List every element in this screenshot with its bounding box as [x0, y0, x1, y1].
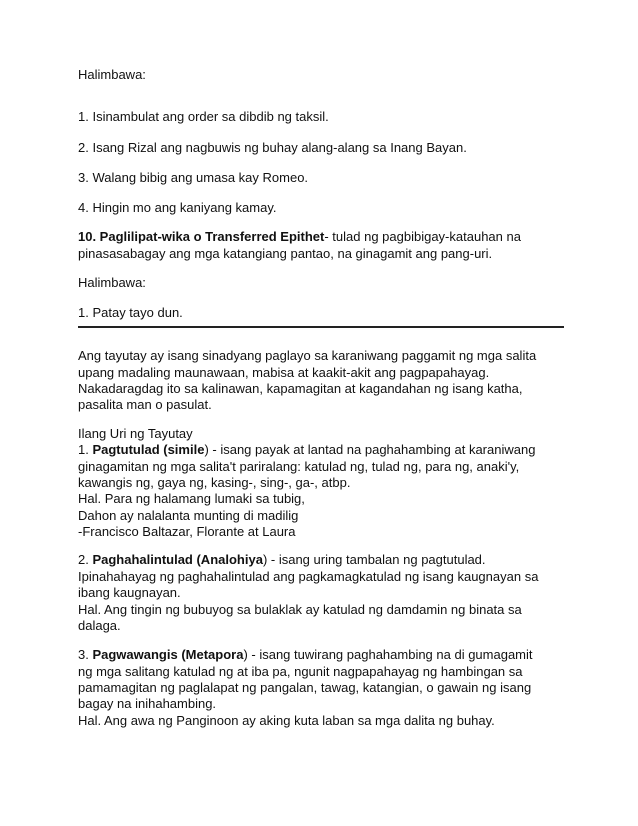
item3-line: bagay na inihahambing.: [78, 696, 217, 711]
section-divider: [78, 326, 564, 328]
item2-line: Ipinahahayag ng paghahalintulad ang pagkamagkatulad ng isang kaugnayan sa: [78, 569, 539, 584]
item10-desc-line1: - tulad ng pagbibigay-katauhan na: [324, 229, 521, 244]
item2-line: Hal. Ang tingin ng bubuyog sa bulaklak ay katulad ng damdamin ng binata sa: [78, 602, 522, 617]
item3-line: pamamagitan ng paglalapat ng pangalan, tawag, katangian, o gawain ng isang: [78, 680, 532, 695]
item10-line1: [78, 229, 521, 245]
item1-heading: [78, 442, 535, 458]
item3-rest: ) - isang tuwirang paghahambing na di gumagamit: [243, 647, 533, 662]
item3-line: Hal. Ang awa ng Panginoon ay aking kuta laban sa mga dalita ng buhay.: [78, 713, 495, 728]
item2-term: Paghahalintulad (Analohiya: [92, 552, 263, 567]
example-4: 4. Hingin mo ang kaniyang kamay.: [78, 200, 277, 215]
item1-line: -Francisco Baltazar, Florante at Laura: [78, 524, 296, 539]
item2-line: ibang kaugnayan.: [78, 585, 181, 600]
item3-term: Pagwawangis (Metapora: [92, 647, 244, 662]
item1-line: ginagamitan ng mga salita't pariralang: katulad ng, tulad ng, para ng, anaki'y,: [78, 459, 520, 474]
item2-rest: ) - isang uring tambalan ng pagtutulad.: [262, 552, 486, 567]
item1-term: Pagtutulad (simile: [92, 442, 205, 457]
item1-line: Dahon ay nalalanta munting di madilig: [78, 508, 299, 523]
intro-line-2: upang madaling maunawaan, mabisa at kaakit-akit ang pagpapahayag.: [78, 365, 490, 380]
item10-desc-line2: pinasasabagay ang mga katangiang pantao, na ginagamit ang pang-uri.: [78, 246, 493, 261]
intro-line-1: Ang tayutay ay isang sinadyang paglayo sa karaniwang paggamit ng mga salita: [78, 348, 537, 363]
item3-prefix: 3.: [78, 647, 93, 662]
item1-prefix: 1.: [78, 442, 93, 457]
item3-heading: [78, 647, 533, 663]
example-1: 1. Isinambulat ang order sa dibdib ng taksil.: [78, 109, 329, 124]
intro-line-3: Nakadaragdag ito sa kalinawan, kapamagitan at kagandahan ng isang katha,: [78, 381, 523, 396]
intro-line-4: pasalita man o pasulat.: [78, 397, 212, 412]
halimbawa-label-2: Halimbawa:: [78, 275, 146, 290]
item2-line: dalaga.: [78, 618, 121, 633]
item10-title: 10. Paglilipat-wika o Transferred Epithet: [78, 229, 325, 244]
item3-line: ng mga salitang katulad ng at iba pa, ngunit nagpapahayag ng hambingan sa: [78, 664, 523, 679]
example-3: 3. Walang bibig ang umasa kay Romeo.: [78, 170, 309, 185]
item1-rest: ) - isang payak at lantad na paghahambing at karaniwang: [204, 442, 536, 457]
halimbawa-label: Halimbawa:: [78, 67, 146, 82]
item1-line: Hal. Para ng halamang lumaki sa tubig,: [78, 491, 305, 506]
example-2: 2. Isang Rizal ang nagbuwis ng buhay alang-alang sa Inang Bayan.: [78, 140, 467, 155]
item1-line: kawangis ng, gaya ng, kasing-, sing-, ga-, atbp.: [78, 475, 351, 490]
uri-heading: Ilang Uri ng Tayutay: [78, 426, 193, 441]
item2-prefix: 2.: [78, 552, 93, 567]
example-10-1: 1. Patay tayo dun.: [78, 305, 183, 320]
item2-heading: [78, 552, 486, 568]
